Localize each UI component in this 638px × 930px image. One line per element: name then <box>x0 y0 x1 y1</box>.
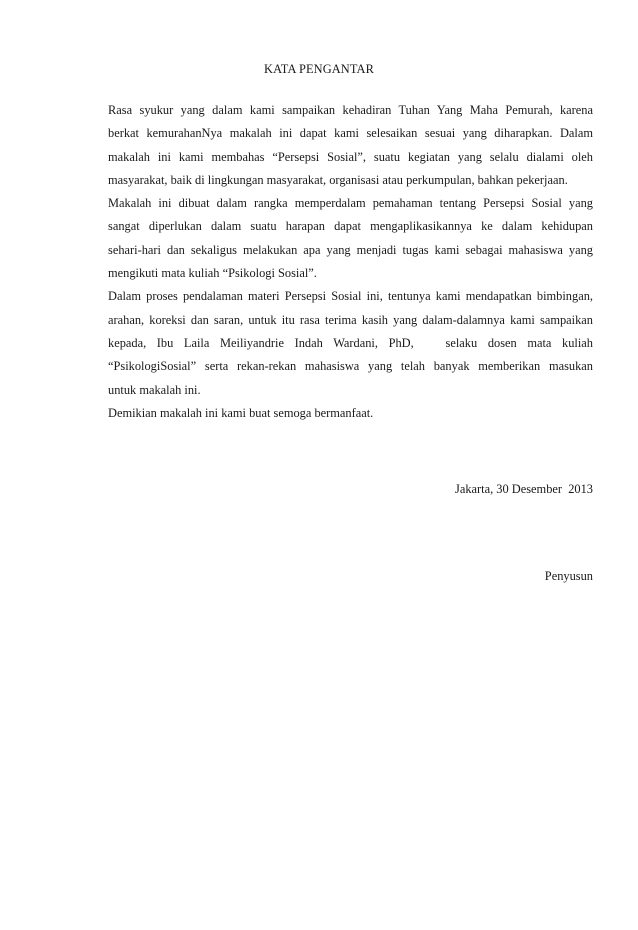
place-date: Jakarta, 30 Desember 2013 <box>455 482 593 496</box>
paragraph-line: sehari-hari dan sekaligus melakukan apa yang menjadi tugas kami sebagai mahasiswa yang <box>108 242 593 257</box>
paragraph-line: untuk makalah ini. <box>108 382 201 397</box>
paragraph-line: masyarakat, baik di lingkungan masyarakat, organisasi atau perkumpulan, bahkan pekerjaan. <box>108 172 568 187</box>
paragraph-line: mengikuti mata kuliah “Psikologi Sosial”. <box>108 266 317 281</box>
paragraph-line: berkat kemurahanNya makalah ini dapat kami selesaikan sesuai yang diharapkan. Dalam <box>108 126 593 141</box>
body-text <box>108 99 593 425</box>
paragraph-line: sangat diperlukan dalam suatu harapan dapat mengaplikasikannya ke dalam kehidupan <box>108 219 593 234</box>
paragraph-line: arahan, koreksi dan saran, untuk itu rasa terima kasih yang dalam-dalamnya kami sampaikan <box>108 312 593 327</box>
paragraph-line: Rasa syukur yang dalam kami sampaikan kehadiran Tuhan Yang Maha Pemurah, karena <box>108 103 593 117</box>
paragraph-line: Demikian makalah ini kami buat semoga bermanfaat. <box>108 405 374 420</box>
paragraph-line: “PsikologiSosial” serta rekan-rekan mahasiswa yang telah banyak memberikan masukan <box>108 359 593 374</box>
paragraph-line: Dalam proses pendalaman materi Persepsi Sosial ini, tentunya kami mendapatkan bimbingan, <box>108 289 593 304</box>
signer-name: Penyusun <box>544 569 593 583</box>
paragraph-line: Makalah ini dibuat dalam rangka memperdalam pemahaman tentang Persepsi Sosial yang <box>108 196 593 211</box>
paragraph-line: makalah ini kami membahas “Persepsi Sosial”, suatu kegiatan yang selalu dialami oleh <box>108 149 593 164</box>
page-title: KATA PENGANTAR <box>264 62 374 76</box>
paragraph-line: kepada, Ibu Laila Meiliyandrie Indah Wardani, PhD, selaku dosen mata kuliah <box>108 335 593 350</box>
